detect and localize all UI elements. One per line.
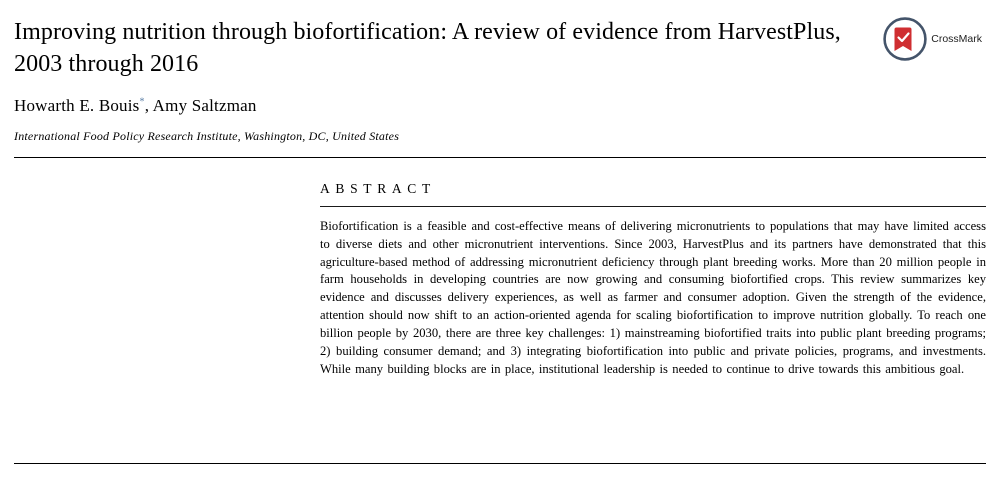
paper-title: Improving nutrition through biofortification: A review of evidence from HarvestPlus, 2003 through 2016 — [14, 19, 841, 77]
affiliation: International Food Policy Research Institute, Washington, DC, United States — [14, 128, 400, 143]
crossmark-badge[interactable] — [882, 16, 982, 62]
abstract-text: Biofortification is a feasible and cost-effective means of delivering micronutrients to populations that may have limited access to diverse diets and other micronutrient interventions. Since 2003, HarvestPlus and its partners have demonstrated that this agriculture-based method of addressing micronutrient deficiency through plant breeding works. More than 20 million people in farm households in developing countries are now growing and consuming biofortified crops. This review summarizes key evidence and discusses delivery experiences, as well as farmer and consumer adoption. Given the strength of the evidence, attention should now shift to an action-oriented agenda for scaling biofortification to improve nutrition globally. To reach one billion people by 2030, there are three key challenges: 1) mainstreaming biofortified traits into public plant breeding programs; 2) building consumer demand; and 3) integrating biofortification into public and private policies, programs, and investments. While many building blocks are in place, institutional leadership is needed to continue to drive towards this ambitious goal. — [320, 218, 986, 376]
header-divider — [14, 157, 986, 158]
corresponding-author-marker[interactable]: * — [139, 96, 145, 108]
title-row — [14, 0, 986, 81]
abstract-heading: ABSTRACT — [320, 180, 436, 196]
crossmark-label: CrossMark — [931, 33, 982, 45]
author-name-1: Howarth E. Bouis — [14, 95, 140, 115]
author-separator: , — [144, 95, 153, 115]
author-line — [14, 96, 986, 116]
abstract-section — [320, 181, 986, 379]
author-name-2: Amy Saltzman — [152, 95, 257, 115]
abstract-divider — [320, 206, 986, 207]
crossmark-icon — [882, 16, 928, 62]
footer-divider — [14, 463, 986, 464]
